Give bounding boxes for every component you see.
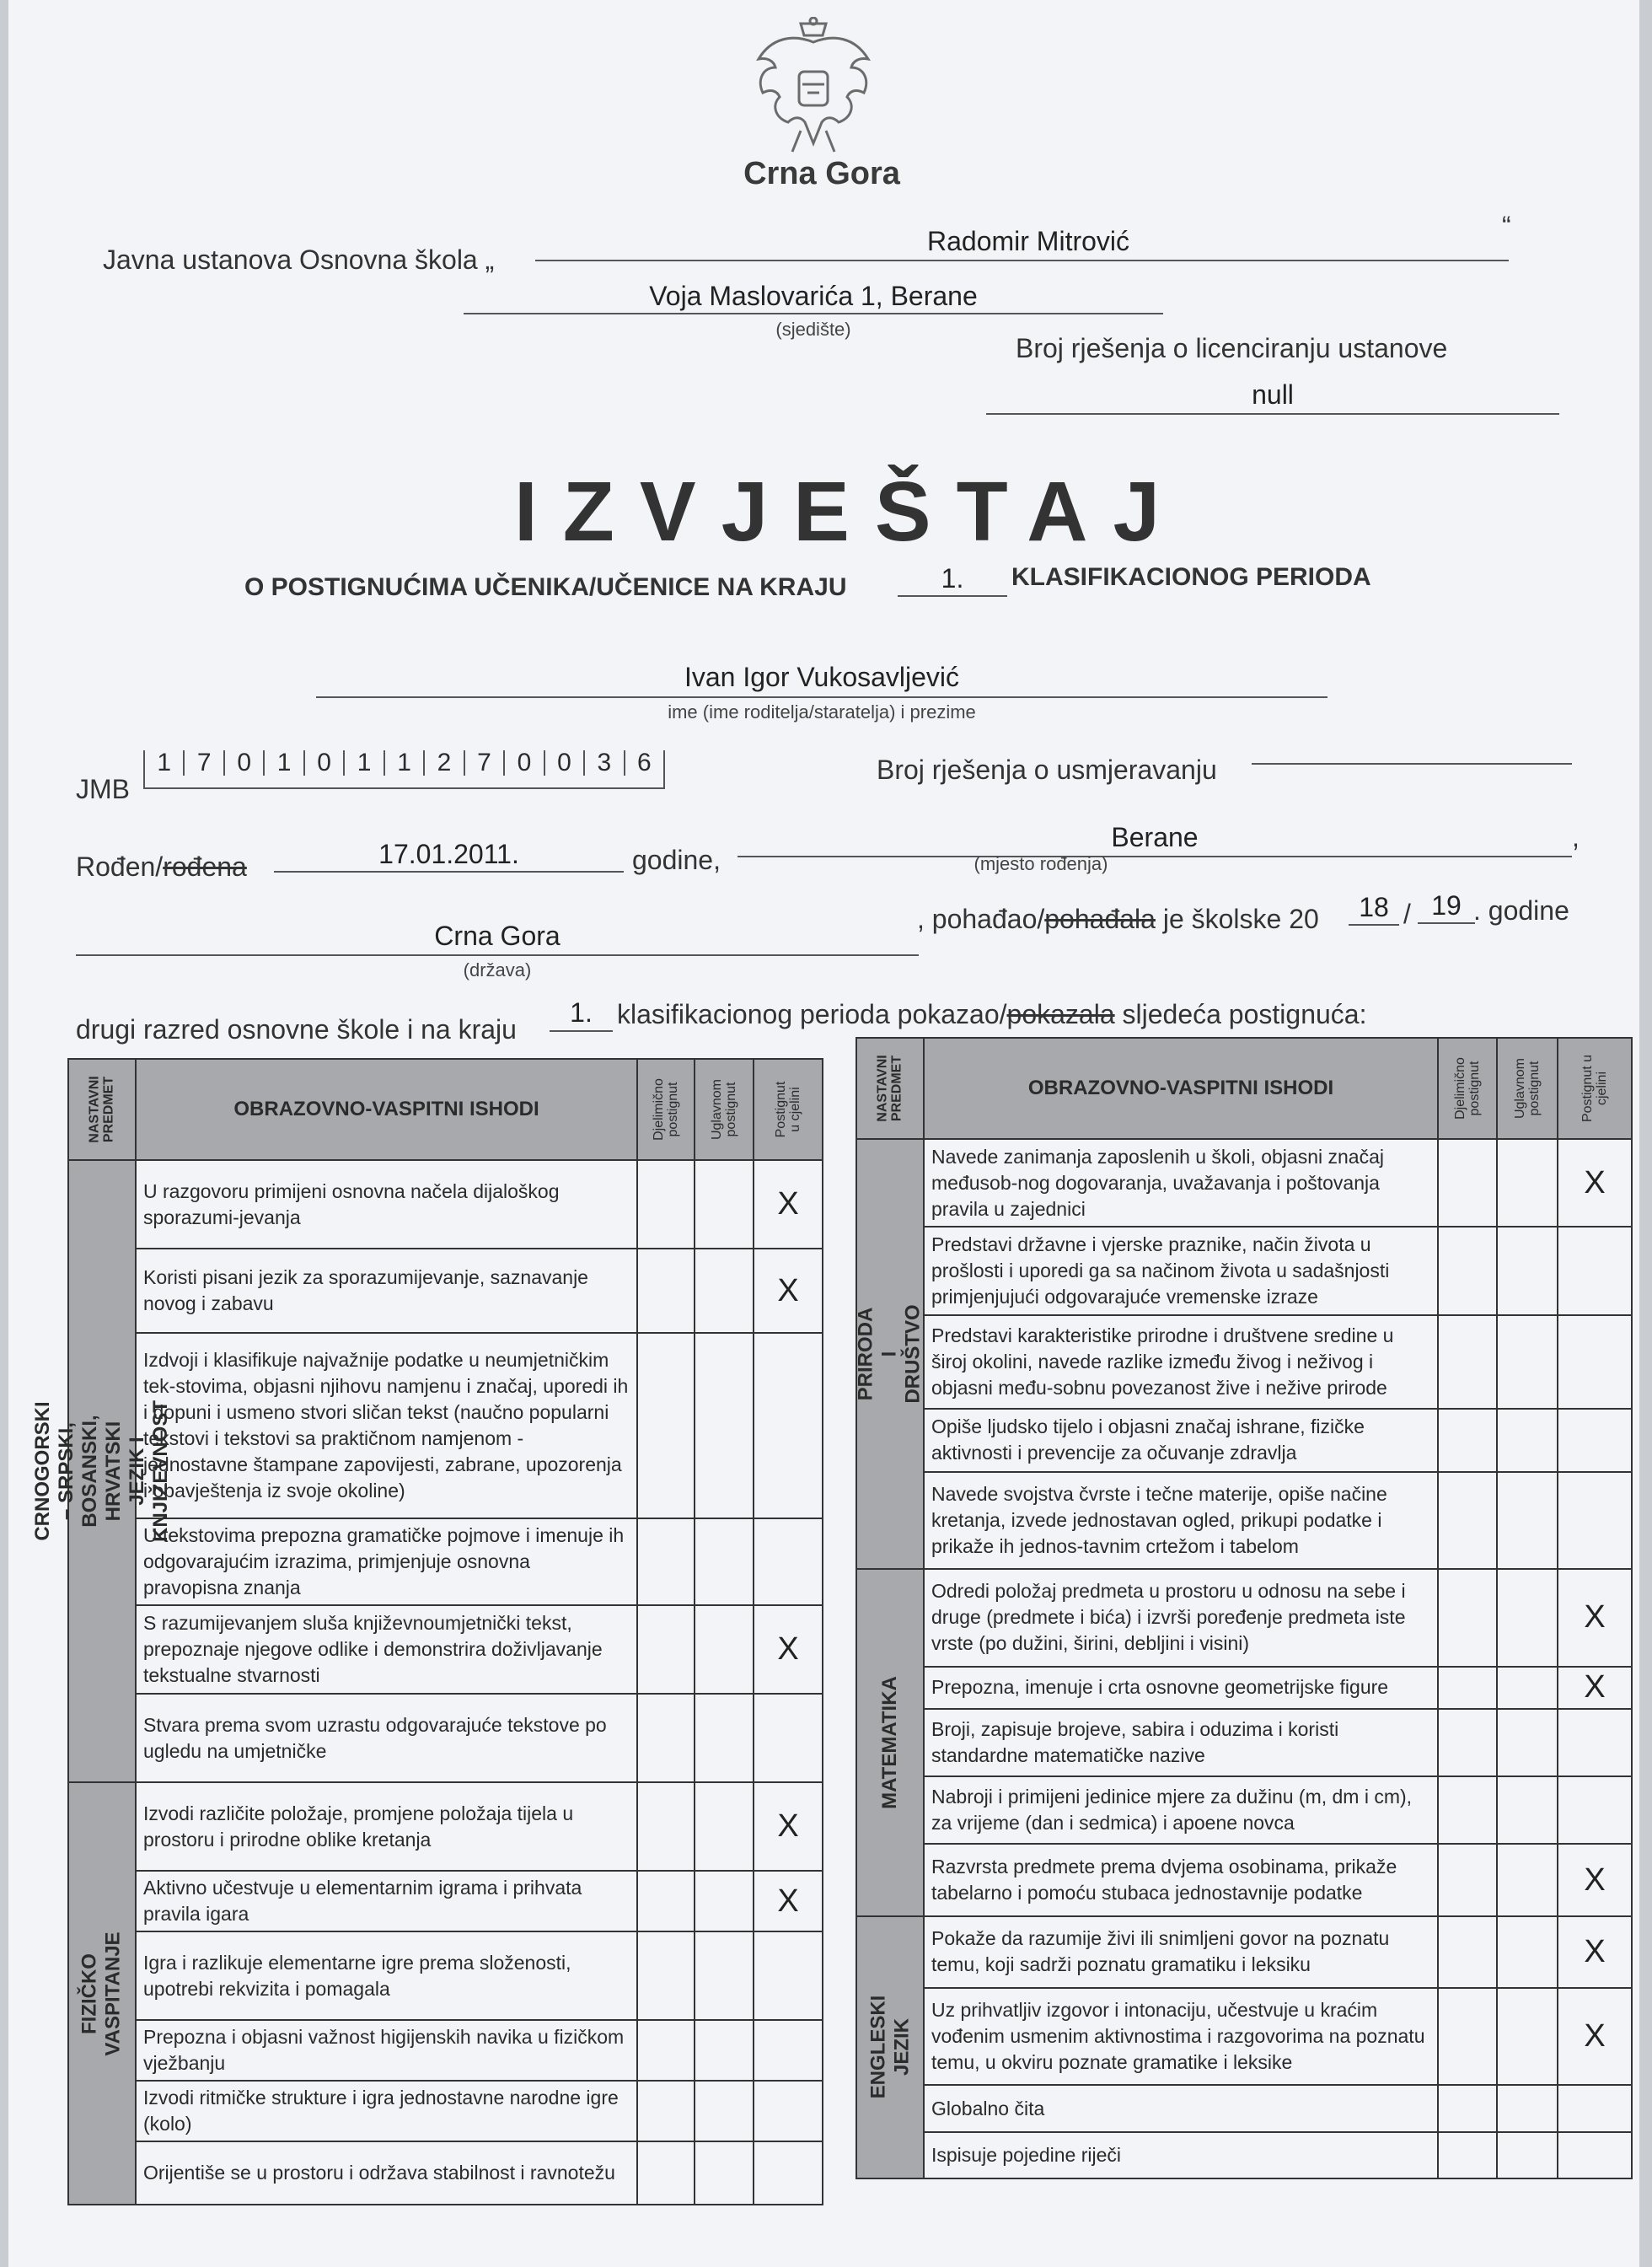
outcome-text: Predstavi karakteristike prirodne i društvene sredine u široj okolini, navede razlike između živog i neživog i objasni među-sobnu povezanost žive i nežive prirode <box>924 1315 1438 1408</box>
table-row <box>68 1249 823 1333</box>
mark-full[interactable]: X <box>754 1605 823 1694</box>
direction-line <box>1252 763 1572 765</box>
mark-full[interactable] <box>754 1518 823 1605</box>
jmb-digit: 0 <box>545 750 585 776</box>
full-header: Postignut u cjelini <box>754 1059 823 1160</box>
outcome-text: Globalno čita <box>924 2085 1438 2131</box>
mark-partial[interactable] <box>637 1782 695 1871</box>
mark-partial[interactable] <box>1438 1139 1497 1226</box>
school-name-line <box>535 260 1509 261</box>
birth-date-line <box>274 871 624 873</box>
outcome-text: Igra i razlikuje elementarne igre prema složenosti, upotrebi rekvizita i pomagala <box>136 1931 637 2020</box>
table-row <box>856 1916 1632 1988</box>
mark-mostly[interactable] <box>695 2020 754 2081</box>
mark-partial[interactable] <box>637 2141 695 2205</box>
outcome-text: Opiše ljudsko tijelo i objasni značaj ishrane, fizičke aktivnosti i prevencije za očuvanje zdravlja <box>924 1409 1438 1472</box>
subject-cell-pe: FIZIČKO VASPITANJE <box>68 1782 136 2205</box>
right-outcomes-table <box>856 1037 1633 2179</box>
outcome-text: Izvodi ritmičke strukture i igra jednostavne narodne igre (kolo) <box>136 2081 637 2141</box>
outcome-text: Prepozna, imenuje i crta osnovne geometrijske figure <box>924 1667 1438 1709</box>
jmb-digit: 7 <box>185 750 224 776</box>
jmb-digit: 1 <box>385 750 425 776</box>
subject-cell-nature-society: PRIRODA I DRUŠTVO <box>856 1139 924 1569</box>
jmb-digit: 0 <box>225 750 265 776</box>
mark-mostly[interactable] <box>1497 1315 1558 1408</box>
table-row <box>68 2020 823 2081</box>
outcomes-header: OBRAZOVNO-VASPITNI ISHODI <box>136 1059 637 1160</box>
mark-mostly[interactable] <box>1497 1844 1558 1915</box>
direction-label: Broj rješenja o usmjeravanju <box>877 755 1217 785</box>
birth-date: 17.01.2011. <box>378 839 519 869</box>
mark-mostly[interactable] <box>695 2141 754 2205</box>
table-row <box>856 1227 1632 1315</box>
table-row <box>68 1160 823 1249</box>
born-label: Rođen/rođena <box>76 851 247 882</box>
institution-label: Javna ustanova Osnovna škola „ <box>103 244 495 275</box>
report-page <box>8 0 1639 2267</box>
outcome-text: Navede zanimanja zaposlenih u školi, objasni značaj međusob-nog dogovaranja, uvažavanja i poštovanja pravila u zajednici <box>924 1139 1438 1226</box>
mark-mostly[interactable] <box>695 1518 754 1605</box>
outcome-text: Pokaže da razumije živi ili snimljeni govor na poznatu temu, koji sadrži poznatu gramatiku i leksiku <box>924 1916 1438 1988</box>
birth-place-caption: (mjesto rođenja) <box>974 853 1108 874</box>
mark-partial[interactable] <box>1438 1227 1497 1315</box>
table-row <box>856 1315 1632 1408</box>
mark-partial[interactable] <box>1438 1569 1497 1666</box>
table-row <box>856 2085 1632 2131</box>
mark-full[interactable]: X <box>1558 1569 1632 1666</box>
address-line <box>464 313 1163 314</box>
mark-full[interactable] <box>1558 2132 1632 2178</box>
mark-partial[interactable] <box>637 2081 695 2141</box>
grade-period: 1. <box>570 997 593 1028</box>
table-row <box>856 1472 1632 1569</box>
mark-partial[interactable] <box>637 1605 695 1694</box>
report-subtitle-start: O POSTIGNUĆIMA UČENIKA/UČENICE NA KRAJU <box>244 573 847 601</box>
period-line <box>898 595 1007 597</box>
mark-mostly[interactable] <box>695 2081 754 2141</box>
mark-partial[interactable] <box>1438 1315 1497 1408</box>
mark-mostly[interactable] <box>1497 1709 1558 1776</box>
mark-mostly[interactable] <box>1497 2085 1558 2131</box>
mark-full[interactable]: X <box>1558 1139 1632 1226</box>
birth-country: Crna Gora <box>434 921 560 951</box>
partial-header: Djelimično postignut <box>637 1059 695 1160</box>
outcome-text: Broji, zapisuje brojeve, sabira i oduzima i koristi standardne matematičke nazive <box>924 1709 1438 1776</box>
student-name-caption: ime (ime roditelja/staratelja) i prezime <box>668 701 976 723</box>
outcome-text: Izdvoji i klasifikuje najvažnije podatke u neumjetničkim tek-stovima, objasni njihovu namjenu i značaj, uporedi ih i dopuni i usmeno stvori sličan tekst (naučno popularni tekstovi i tekstovi sa praktičnom namjenom - jednostavne štampane zapovijesti, zabrane, upozorenja i obavještenja iz svoje okoline) <box>136 1333 637 1518</box>
mark-full[interactable]: X <box>1558 1916 1632 1988</box>
mark-partial[interactable] <box>1438 1988 1497 2085</box>
license-label: Broj rješenja o licenciranju ustanove <box>1016 333 1448 363</box>
table-row <box>68 1782 823 1871</box>
godine-label: godine, <box>632 845 721 875</box>
table-row <box>856 1139 1632 1226</box>
table-row <box>68 2081 823 2141</box>
outcomes-header: OBRAZOVNO-VASPITNI ISHODI <box>924 1038 1438 1139</box>
mark-mostly[interactable] <box>1497 1569 1558 1666</box>
mostly-header: Uglavnom postignut <box>695 1059 754 1160</box>
table-header-row <box>68 1059 823 1160</box>
table-row <box>856 1844 1632 1915</box>
mark-full[interactable] <box>754 2141 823 2205</box>
mark-mostly[interactable] <box>1497 1667 1558 1709</box>
outcome-text: Prepozna i objasni važnost higijenskih navika u fizičkom vježbanju <box>136 2020 637 2081</box>
mark-full[interactable] <box>1558 2085 1632 2131</box>
table-row <box>856 1569 1632 1666</box>
report-period: 1. <box>941 563 964 594</box>
table-row <box>68 1871 823 1931</box>
grade-text: drugi razred osnovne škole i na kraju <box>76 1014 517 1045</box>
outcome-text: Izvodi različite položaje, promjene položaja tijela u prostoru i prirodne oblike kretanja <box>136 1782 637 1871</box>
school-name: Radomir Mitrović <box>926 226 1130 256</box>
mark-full[interactable] <box>1558 1709 1632 1776</box>
mark-full[interactable] <box>754 1694 823 1782</box>
mark-mostly[interactable] <box>695 1160 754 1249</box>
year-separator: / <box>1403 899 1411 929</box>
mark-partial[interactable] <box>1438 2132 1497 2178</box>
outcome-text: Uz prihvatljiv izgovor i intonaciju, učestvuje u kraćim vođenim usmenim aktivnostima i razgovorima na poznatu temu, u okviru poznate gramatike i leksike <box>924 1988 1438 2085</box>
outcome-text: Orijentiše se u prostoru i održava stabilnost i ravnotežu <box>136 2141 637 2205</box>
jmb-digit: 3 <box>585 750 625 776</box>
mark-full[interactable] <box>1558 1409 1632 1472</box>
table-row <box>68 1694 823 1782</box>
mark-partial[interactable] <box>1438 1844 1497 1915</box>
subject-header: NASTAVNI PREDMET <box>856 1038 924 1139</box>
showed-text: klasifikacionog perioda pokazao/pokazala sljedeća postignuća: <box>617 999 1367 1029</box>
table-row <box>856 1667 1632 1709</box>
mark-full[interactable]: X <box>754 1782 823 1871</box>
mark-partial[interactable] <box>1438 1472 1497 1569</box>
report-subtitle-end: KLASIFIKACIONOG PERIODA <box>1011 563 1371 591</box>
jmb-digit: 1 <box>145 750 185 776</box>
mark-full[interactable]: X <box>1558 1988 1632 2085</box>
trailing-comma: , <box>1572 822 1580 852</box>
mark-partial[interactable] <box>637 1160 695 1249</box>
mark-full[interactable] <box>1558 1227 1632 1315</box>
mark-mostly[interactable] <box>695 1249 754 1333</box>
partial-header: Djelimično postignut <box>1438 1038 1497 1139</box>
mark-partial[interactable] <box>637 1333 695 1518</box>
mark-mostly[interactable] <box>1497 1988 1558 2085</box>
outcome-text: Stvara prema svom uzrastu odgovarajuće tekstove po ugledu na umjetničke <box>136 1694 637 1782</box>
jmb-digit: 6 <box>637 749 652 776</box>
table-row <box>856 1776 1632 1844</box>
table-row <box>856 2132 1632 2178</box>
mark-partial[interactable] <box>1438 1916 1497 1988</box>
jmb-digit: 0 <box>305 750 345 776</box>
license-line <box>986 413 1559 415</box>
mark-partial[interactable] <box>637 1249 695 1333</box>
outcome-text: Aktivno učestvuje u elementarnim igrama i prihvata pravila igara <box>136 1871 637 1931</box>
mark-mostly[interactable] <box>1497 1409 1558 1472</box>
mark-partial[interactable] <box>1438 1709 1497 1776</box>
mark-mostly[interactable] <box>1497 2132 1558 2178</box>
table-row <box>68 1333 823 1518</box>
mark-full[interactable] <box>754 1333 823 1518</box>
mark-mostly[interactable] <box>695 1605 754 1694</box>
mark-mostly[interactable] <box>1497 1472 1558 1569</box>
mark-full[interactable]: X <box>754 1160 823 1249</box>
jmb-digit: 0 <box>505 750 544 776</box>
mark-full[interactable] <box>1558 1472 1632 1569</box>
table-row <box>68 2141 823 2205</box>
full-header: Postignut u cjelini <box>1558 1038 1632 1139</box>
closing-quote: “ <box>1502 211 1511 241</box>
mark-full[interactable]: X <box>1558 1844 1632 1915</box>
mark-partial[interactable] <box>637 1694 695 1782</box>
mark-full[interactable] <box>1558 1776 1632 1844</box>
grade-period-line <box>550 1030 613 1032</box>
outcome-text: Razvrsta predmete prema dvjema osobinama, prikaže tabelarno i pomoću stubaca jednostavnije podatke <box>924 1844 1438 1915</box>
mark-mostly[interactable] <box>1497 1916 1558 1988</box>
table-row <box>856 1988 1632 2085</box>
jmb-digit: 1 <box>265 750 304 776</box>
year-suffix: . godine <box>1473 895 1569 926</box>
mark-mostly[interactable] <box>1497 1776 1558 1844</box>
student-name-line <box>316 696 1328 698</box>
year-from-line <box>1349 924 1399 926</box>
outcome-text: Koristi pisani jezik za sporazumijevanje, saznavanje novog i zabavu <box>136 1249 637 1333</box>
table-row <box>68 1605 823 1694</box>
table-header-row <box>856 1038 1632 1139</box>
student-name: Ivan Igor Vukosavljević <box>684 662 960 692</box>
mark-partial[interactable] <box>1438 2085 1497 2131</box>
jmb-boxes <box>143 750 665 789</box>
mark-full[interactable]: X <box>754 1871 823 1931</box>
jmb-digit: 1 <box>345 750 384 776</box>
jmb-digit: 2 <box>425 750 464 776</box>
country-caption: (država) <box>463 959 532 980</box>
mark-partial[interactable] <box>1438 1409 1497 1472</box>
outcome-text: U razgovoru primijeni osnovna načela dijaloškog sporazumi-jevanja <box>136 1160 637 1249</box>
left-outcomes-table <box>31 1058 823 2205</box>
subject-cell-math: MATEMATIKA <box>856 1569 924 1915</box>
jmb-label: JMB <box>76 774 130 804</box>
mark-partial[interactable] <box>637 1518 695 1605</box>
attended-label: , pohađao/pohađala je školske 20 <box>917 904 1319 934</box>
mark-full[interactable]: X <box>754 1249 823 1333</box>
outcome-text: U tekstovima prepozna gramatičke pojmove i imenuje ih odgovarajućim izrazima, primjenjuje osnovna pravopisna znanja <box>136 1518 637 1605</box>
table-row <box>856 1709 1632 1776</box>
report-title: IZVJEŠTAJ <box>514 465 1186 559</box>
mostly-header: Uglavnom postignut <box>1497 1038 1558 1139</box>
mark-partial[interactable] <box>637 1871 695 1931</box>
mark-full[interactable] <box>754 2020 823 2081</box>
outcome-text: Navede svojstva čvrste i tečne materije, opiše načine kretanja, izvede jednostavan ogled, prikupi podatke i prikaže ih jednos-tavnim crtežom i tabelom <box>924 1472 1438 1569</box>
mark-partial[interactable] <box>637 1931 695 2020</box>
mark-mostly[interactable] <box>695 1931 754 2020</box>
mark-partial[interactable] <box>1438 1776 1497 1844</box>
school-address: Voja Maslovarića 1, Berane <box>649 281 978 311</box>
mark-full[interactable] <box>1558 1315 1632 1408</box>
country-name: Crna Gora <box>743 156 900 191</box>
birth-place: Berane <box>1111 822 1199 852</box>
mark-full[interactable]: X <box>1558 1667 1632 1709</box>
outcome-text: Nabroji i primijeni jedinice mjere za dužinu (m, dm i cm), za vrijeme (dan i sedmica) i apoene novca <box>924 1776 1438 1844</box>
outcome-text: Odredi položaj predmeta u prostoru u odnosu na sebe i druge (predmete i bića) i izvrši poređenje predmeta iste vrste (po dužini, širini, debljini i visini) <box>924 1569 1438 1666</box>
mark-full[interactable] <box>754 2081 823 2141</box>
outcome-text: S razumijevanjem sluša književnoumjetnički tekst, prepoznaje njegove odlike i demonstrira doživljavanje tekstualne stvarnosti <box>136 1605 637 1694</box>
address-caption: (sjedište) <box>775 319 851 340</box>
subject-cell-english: ENGLESKI JEZIK <box>856 1916 924 2178</box>
jmb-digit: 7 <box>465 750 505 776</box>
mark-full[interactable] <box>754 1931 823 2020</box>
mark-mostly[interactable] <box>695 1871 754 1931</box>
subject-cell-language: CRNOGORSKI – SRPSKI, BOSANSKI, HRVATSKI JEZIK I KNJIŽEVNOST <box>68 1160 136 1782</box>
year-to-line <box>1418 922 1475 924</box>
mark-mostly[interactable] <box>1497 1139 1558 1226</box>
coat-of-arms-icon <box>742 17 885 156</box>
outcome-text: Predstavi državne i vjerske praznike, način života u prošlosti i uporedi ga sa načinom života u sadašnjosti primjenjujući odgovarajuće vremenske izraze <box>924 1227 1438 1315</box>
mark-mostly[interactable] <box>695 1782 754 1871</box>
outcome-text: Ispisuje pojedine riječi <box>924 2132 1438 2178</box>
table-row <box>856 1409 1632 1472</box>
year-to: 19 <box>1431 890 1462 921</box>
table-row <box>68 1931 823 2020</box>
subject-header: NASTAVNI PREDMET <box>68 1059 136 1160</box>
mark-mostly[interactable] <box>695 1333 754 1518</box>
mark-partial[interactable] <box>637 2020 695 2081</box>
mark-partial[interactable] <box>1438 1667 1497 1709</box>
mark-mostly[interactable] <box>1497 1227 1558 1315</box>
year-from: 18 <box>1359 892 1389 922</box>
license-value: null <box>1252 379 1294 410</box>
table-row <box>68 1518 823 1605</box>
country-line <box>76 954 919 956</box>
mark-mostly[interactable] <box>695 1694 754 1782</box>
